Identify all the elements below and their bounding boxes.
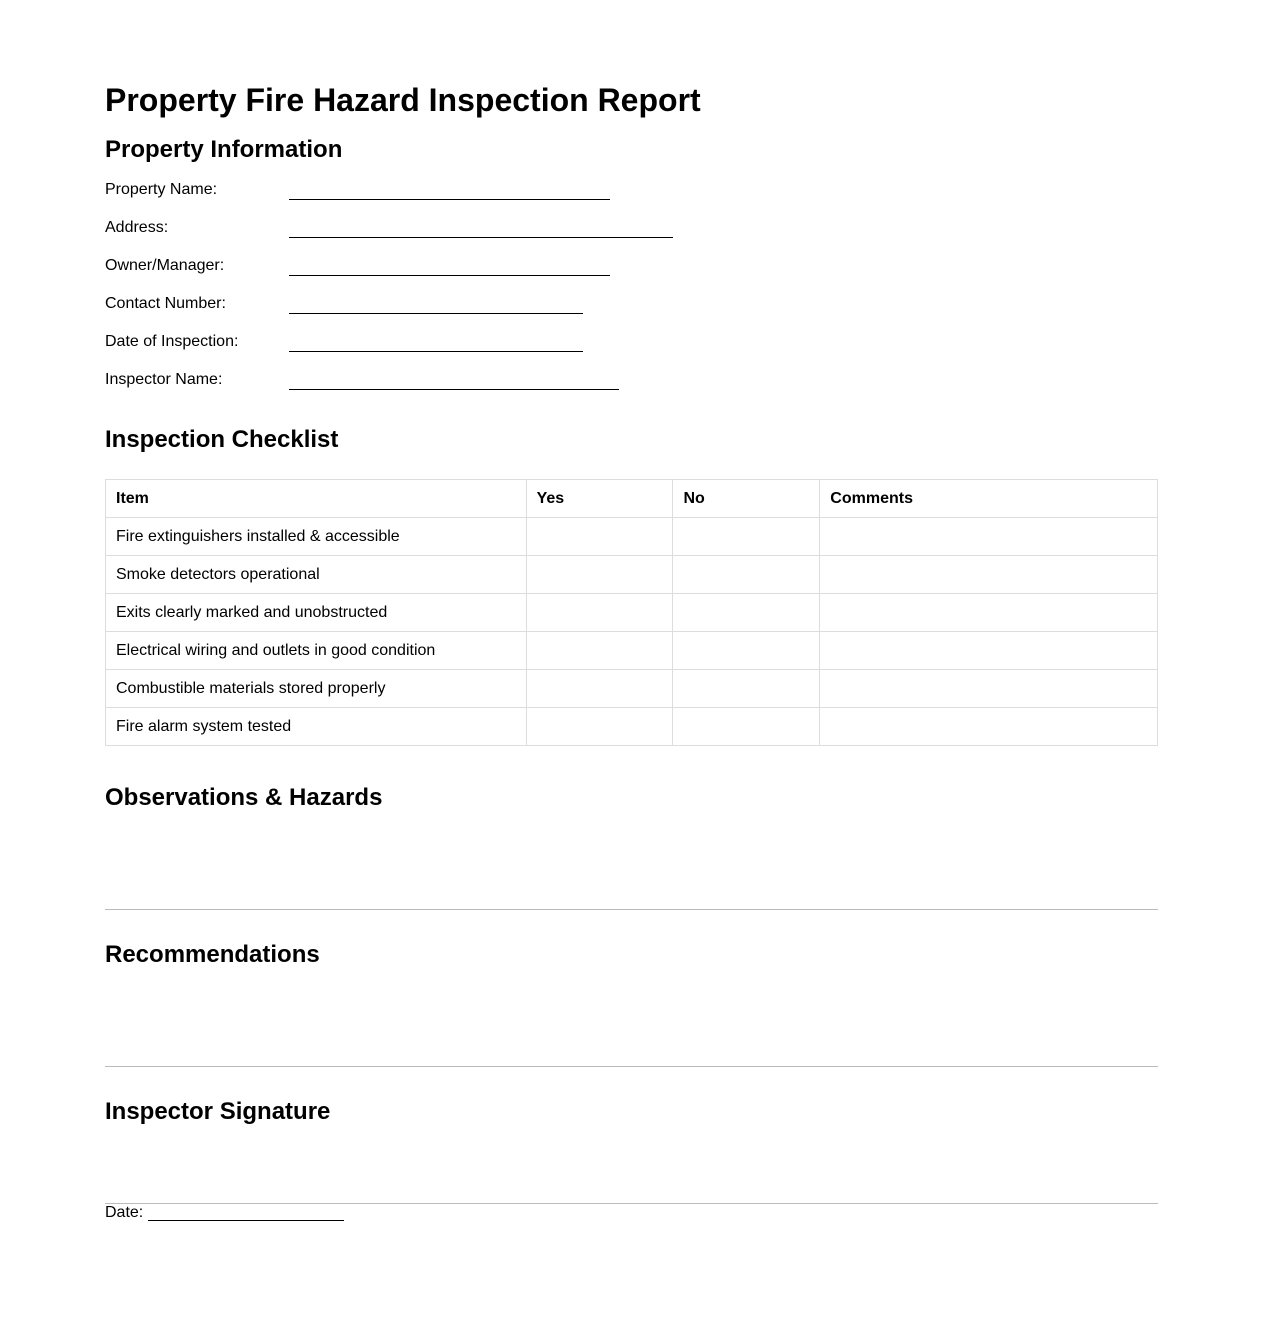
yes-cell[interactable] bbox=[526, 518, 673, 556]
inspector-signature-heading: Inspector Signature bbox=[105, 1098, 331, 1125]
address-line[interactable] bbox=[289, 237, 673, 238]
comments-cell[interactable] bbox=[820, 670, 1158, 708]
property-name-field bbox=[105, 180, 805, 204]
signature-date-line[interactable] bbox=[148, 1220, 344, 1221]
item-cell: Fire alarm system tested bbox=[106, 708, 527, 746]
table-row bbox=[106, 670, 1158, 708]
table-row bbox=[106, 556, 1158, 594]
observations-hazards-heading: Observations & Hazards bbox=[105, 784, 383, 811]
no-cell[interactable] bbox=[673, 708, 820, 746]
yes-cell[interactable] bbox=[526, 670, 673, 708]
item-cell: Exits clearly marked and unobstructed bbox=[106, 594, 527, 632]
inspection-checklist-heading: Inspection Checklist bbox=[105, 426, 339, 453]
owner-manager-line[interactable] bbox=[289, 275, 610, 276]
date-of-inspection-line[interactable] bbox=[289, 351, 583, 352]
no-cell[interactable] bbox=[673, 518, 820, 556]
yes-cell[interactable] bbox=[526, 556, 673, 594]
table-row bbox=[106, 594, 1158, 632]
column-header-no: No bbox=[673, 480, 820, 518]
address-label: Address: bbox=[105, 219, 169, 236]
table-row bbox=[106, 518, 1158, 556]
observations-divider bbox=[105, 909, 1158, 910]
comments-cell[interactable] bbox=[820, 594, 1158, 632]
date-of-inspection-field bbox=[105, 332, 805, 356]
inspection-checklist-table bbox=[105, 479, 1158, 746]
contact-number-label: Contact Number: bbox=[105, 295, 226, 312]
inspector-name-field bbox=[105, 370, 805, 394]
yes-cell[interactable] bbox=[526, 708, 673, 746]
table-header-row bbox=[106, 480, 1158, 518]
yes-cell[interactable] bbox=[526, 632, 673, 670]
inspector-name-line[interactable] bbox=[289, 389, 619, 390]
table-row bbox=[106, 708, 1158, 746]
comments-cell[interactable] bbox=[820, 632, 1158, 670]
comments-cell[interactable] bbox=[820, 518, 1158, 556]
no-cell[interactable] bbox=[673, 556, 820, 594]
report-title: Property Fire Hazard Inspection Report bbox=[105, 82, 701, 118]
comments-cell[interactable] bbox=[820, 708, 1158, 746]
signature-date-label: Date: bbox=[105, 1204, 144, 1221]
no-cell[interactable] bbox=[673, 670, 820, 708]
recommendations-divider bbox=[105, 1066, 1158, 1067]
owner-manager-label: Owner/Manager: bbox=[105, 257, 225, 274]
property-information-heading: Property Information bbox=[105, 136, 343, 163]
column-header-comments: Comments bbox=[820, 480, 1158, 518]
no-cell[interactable] bbox=[673, 632, 820, 670]
address-field bbox=[105, 218, 805, 242]
item-cell: Smoke detectors operational bbox=[106, 556, 527, 594]
item-cell: Combustible materials stored properly bbox=[106, 670, 527, 708]
recommendations-heading: Recommendations bbox=[105, 941, 320, 968]
property-name-line[interactable] bbox=[289, 199, 610, 200]
table-row bbox=[106, 632, 1158, 670]
column-header-item: Item bbox=[106, 480, 527, 518]
item-cell: Electrical wiring and outlets in good condition bbox=[106, 632, 527, 670]
column-header-yes: Yes bbox=[526, 480, 673, 518]
inspector-name-label: Inspector Name: bbox=[105, 371, 223, 388]
date-of-inspection-label: Date of Inspection: bbox=[105, 333, 239, 350]
property-name-label: Property Name: bbox=[105, 181, 218, 198]
owner-manager-field bbox=[105, 256, 805, 280]
yes-cell[interactable] bbox=[526, 594, 673, 632]
item-cell: Fire extinguishers installed & accessible bbox=[106, 518, 527, 556]
no-cell[interactable] bbox=[673, 594, 820, 632]
contact-number-field bbox=[105, 294, 805, 318]
comments-cell[interactable] bbox=[820, 556, 1158, 594]
signature-date-field bbox=[105, 1203, 405, 1225]
contact-number-line[interactable] bbox=[289, 313, 583, 314]
